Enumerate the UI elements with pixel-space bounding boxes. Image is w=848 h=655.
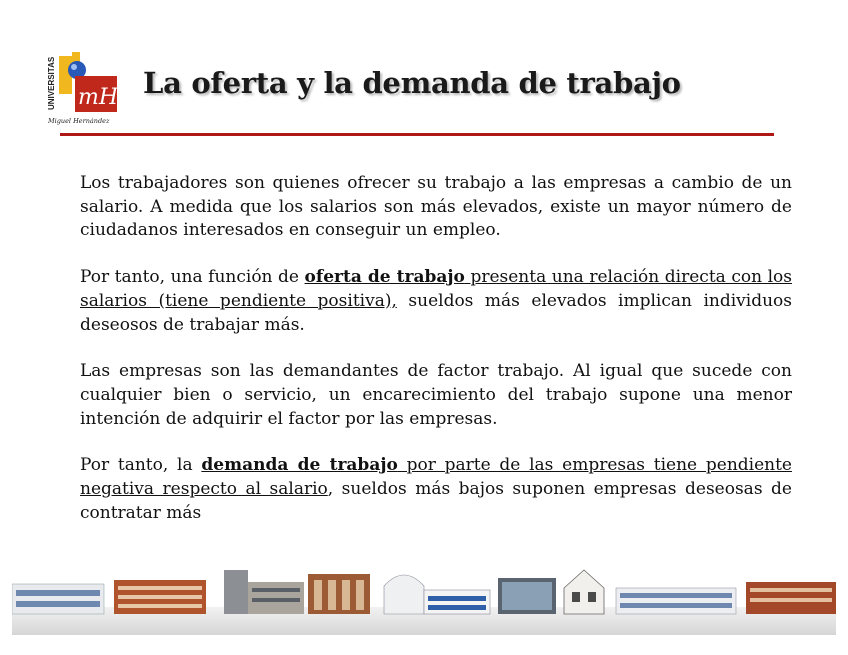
- slide-title: La oferta y la demanda de trabajo: [143, 66, 681, 100]
- paragraph-1: Los trabajadores son quienes ofrecer su trabajo a las empresas a cambio de un salario. A medida que los salarios son más elevados, existe un mayor número de ciudadanos interesados en conseguir un empleo.: [80, 173, 792, 241]
- paragraph-4-rest: , sueldos más bajos suponen empresas deseosas de contratar más: [80, 479, 792, 523]
- title-divider: [60, 133, 774, 136]
- term-oferta-de-trabajo: oferta de trabajo: [304, 267, 465, 288]
- term-demanda-de-trabajo: demanda de trabajo: [201, 455, 398, 476]
- paragraph-2: [80, 266, 792, 337]
- slide-body: [80, 172, 792, 548]
- paragraph-4-emphasis: por parte de las empresas tiene pendiente negativa respecto al salario: [80, 455, 792, 500]
- paragraph-4: [80, 454, 792, 525]
- paragraph-2-intro: Por tanto, una función de: [80, 267, 305, 288]
- campus-buildings-banner: [12, 560, 836, 636]
- paragraph-2-rest: sueldos más elevados implican individuos deseosos de trabajar más.: [80, 290, 793, 335]
- logo-signature: Miguel Hernández: [48, 117, 110, 125]
- paragraph-3: Las empresas son las demandantes de factor trabajo. Al igual que sucede con cualquier bien o servicio, un encarecimiento del trabajo supone una menor intención de adquirir el factor por las empresas.: [80, 361, 792, 429]
- logo-monogram: mH: [78, 85, 119, 110]
- paragraph-4-intro: Por tanto, la: [80, 455, 202, 476]
- university-logo: [45, 52, 123, 126]
- paragraph-2-emphasis: presenta una relación directa con los salarios (tiene pendiente positiva),: [80, 267, 792, 311]
- logo-vertical-text: UNIVERSITAS: [47, 56, 56, 110]
